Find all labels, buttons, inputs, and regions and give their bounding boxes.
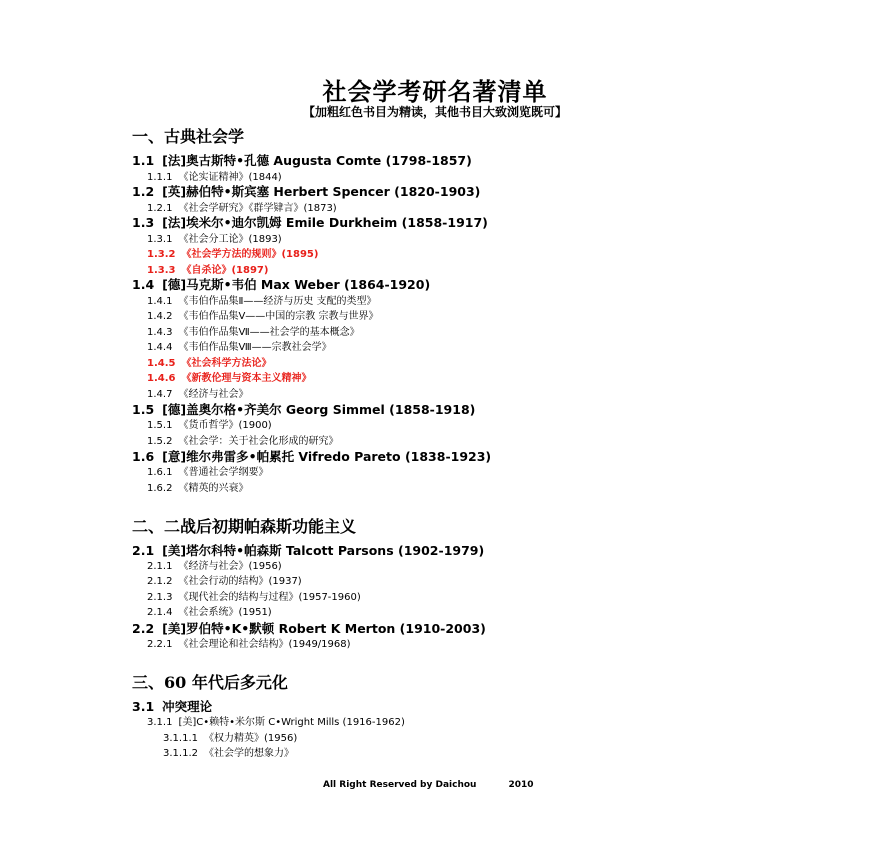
entry-text: [美]塔尔科特•帕森斯 Talcott Parsons (1902-1979) xyxy=(162,543,485,558)
entry-number: 2.1.2 xyxy=(147,576,173,587)
entry-number: 1.3 xyxy=(132,215,155,230)
entry-number: 1.4.1 xyxy=(147,296,173,307)
entry-text: 《社会科学方法论》 xyxy=(181,358,272,369)
book-entry xyxy=(147,385,248,400)
entry-text: 《社会分工论》(1893) xyxy=(178,234,282,245)
entry-number: 2.1 xyxy=(132,543,155,558)
book-entry xyxy=(147,338,332,353)
entry-text: 《论实证精神》(1844) xyxy=(178,172,282,183)
author-entry xyxy=(132,213,488,231)
entry-number: 1.2.1 xyxy=(147,203,173,214)
entry-number: 2.2 xyxy=(132,621,155,636)
author-entry xyxy=(132,151,472,169)
book-entry-required xyxy=(147,261,268,276)
book-entry xyxy=(147,557,282,572)
entry-text: 《社会系统》(1951) xyxy=(178,607,272,618)
author-entry xyxy=(147,713,405,728)
entry-number: 1.5.2 xyxy=(147,436,173,447)
entry-number: 1.1.1 xyxy=(147,172,173,183)
entry-number: 3.1.1.2 xyxy=(163,748,198,759)
book-entry xyxy=(147,168,282,183)
footer-year: 2010 xyxy=(508,780,534,790)
entry-number: 1.3.1 xyxy=(147,234,173,245)
page-title: 社会学考研名著清单 xyxy=(322,77,548,106)
entry-text: 《韦伯作品集Ⅱ——经济与历史 支配的类型》 xyxy=(178,296,377,307)
entry-number: 1.6.2 xyxy=(147,483,173,494)
entry-text: 《货币哲学》(1900) xyxy=(178,420,272,431)
entry-text: 《社会学方法的规则》(1895) xyxy=(181,249,319,260)
entry-number: 1.4.5 xyxy=(147,358,176,369)
book-entry-required xyxy=(147,245,318,260)
author-entry xyxy=(132,275,430,293)
entry-number: 1.3.3 xyxy=(147,265,176,276)
footer-text: All Right Reserved by Daichou xyxy=(323,780,477,790)
entry-number: 1.4.7 xyxy=(147,389,173,400)
entry-number: 1.5.1 xyxy=(147,420,173,431)
author-entry xyxy=(132,182,480,200)
book-entry xyxy=(147,603,272,618)
entry-text: [德]马克斯•韦伯 Max Weber (1864-1920) xyxy=(162,277,431,292)
book-entry xyxy=(147,416,272,431)
book-entry xyxy=(147,635,351,650)
entry-number: 2.1.1 xyxy=(147,561,173,572)
entry-text: [德]盖奥尔格•齐美尔 Georg Simmel (1858-1918) xyxy=(162,402,476,417)
entry-text: 《社会行动的结构》(1937) xyxy=(178,576,302,587)
entry-text: 《普通社会学纲要》 xyxy=(178,467,269,478)
entry-text: 冲突理论 xyxy=(162,699,213,714)
entry-number: 1.4.2 xyxy=(147,311,173,322)
entry-text: 《经济与社会》 xyxy=(178,389,249,400)
entry-number: 1.6 xyxy=(132,449,155,464)
entry-number: 1.5 xyxy=(132,402,155,417)
entry-text: [法]奥古斯特•孔德 Augusta Comte (1798-1857) xyxy=(162,153,472,168)
page-subtitle: 【加粗红色书目为精读，其他书目大致浏览既可】 xyxy=(302,105,567,119)
entry-number: 2.2.1 xyxy=(147,639,173,650)
book-entry-required xyxy=(147,354,271,369)
book-entry xyxy=(147,199,337,214)
entry-number: 1.6.1 xyxy=(147,467,173,478)
entry-text: [美]罗伯特•K•默顿 Robert K Merton (1910-2003) xyxy=(162,621,486,636)
book-entry xyxy=(147,323,360,338)
book-entry xyxy=(163,729,297,744)
entry-text: 《权力精英》(1956) xyxy=(204,733,298,744)
book-entry xyxy=(147,572,302,587)
entry-text: [意]维尔弗雷多•帕累托 Vifredo Pareto (1838-1923) xyxy=(162,449,492,464)
entry-text: 《自杀论》(1897) xyxy=(181,265,269,276)
book-entry xyxy=(147,479,248,494)
entry-number: 1.1 xyxy=(132,153,155,168)
book-entry xyxy=(147,588,361,603)
book-entry xyxy=(147,463,268,478)
entry-number: 1.4 xyxy=(132,277,155,292)
entry-text: 《韦伯作品集Ⅷ——宗教社会学》 xyxy=(178,342,332,353)
entry-number: 1.4.4 xyxy=(147,342,173,353)
entry-text: 《韦伯作品集Ⅶ——社会学的基本概念》 xyxy=(178,327,360,338)
entry-text: [法]埃米尔•迪尔凯姆 Emile Durkheim (1858-1917) xyxy=(162,215,488,230)
book-entry-required xyxy=(147,369,311,384)
entry-number: 2.1.4 xyxy=(147,607,173,618)
footer-copyright xyxy=(323,780,534,790)
entry-text: 《社会学：关于社会化形成的研究》 xyxy=(178,436,339,447)
entry-number: 2.1.3 xyxy=(147,592,173,603)
book-entry xyxy=(147,230,282,245)
entry-number: 1.4.3 xyxy=(147,327,173,338)
section-heading-classical: 一、古典社会学 xyxy=(132,127,245,146)
entry-text: 《社会学的想象力》 xyxy=(204,748,294,759)
entry-text: 《社会理论和社会结构》(1949/1968) xyxy=(178,639,351,650)
entry-text: 《现代社会的结构与过程》(1957-1960) xyxy=(178,592,361,603)
entry-text: 《社会学研究》《群学肄言》(1873) xyxy=(178,203,337,214)
entry-text: 《经济与社会》(1956) xyxy=(178,561,282,572)
entry-text: [英]赫伯特•斯宾塞 Herbert Spencer (1820-1903) xyxy=(162,184,481,199)
section-heading-functionalism: 二、二战后初期帕森斯功能主义 xyxy=(132,517,357,536)
entry-number: 1.3.2 xyxy=(147,249,176,260)
book-entry xyxy=(163,744,294,759)
section-heading-pluralism: 三、60 年代后多元化 xyxy=(132,673,288,692)
entry-text: 《精英的兴衰》 xyxy=(178,483,249,494)
entry-text: 《韦伯作品集Ⅴ——中国的宗教 宗教与世界》 xyxy=(178,311,379,322)
book-entry xyxy=(147,432,338,447)
book-entry xyxy=(147,307,378,322)
entry-text: [美]C•赖特•米尔斯 C•Wright Mills (1916-1962) xyxy=(178,717,405,728)
entry-number: 1.2 xyxy=(132,184,155,199)
entry-number: 1.4.6 xyxy=(147,373,176,384)
entry-number: 3.1.1 xyxy=(147,717,173,728)
entry-number: 3.1.1.1 xyxy=(163,733,198,744)
entry-text: 《新教伦理与资本主义精神》 xyxy=(181,373,312,384)
entry-number: 3.1 xyxy=(132,699,155,714)
book-entry xyxy=(147,292,377,307)
